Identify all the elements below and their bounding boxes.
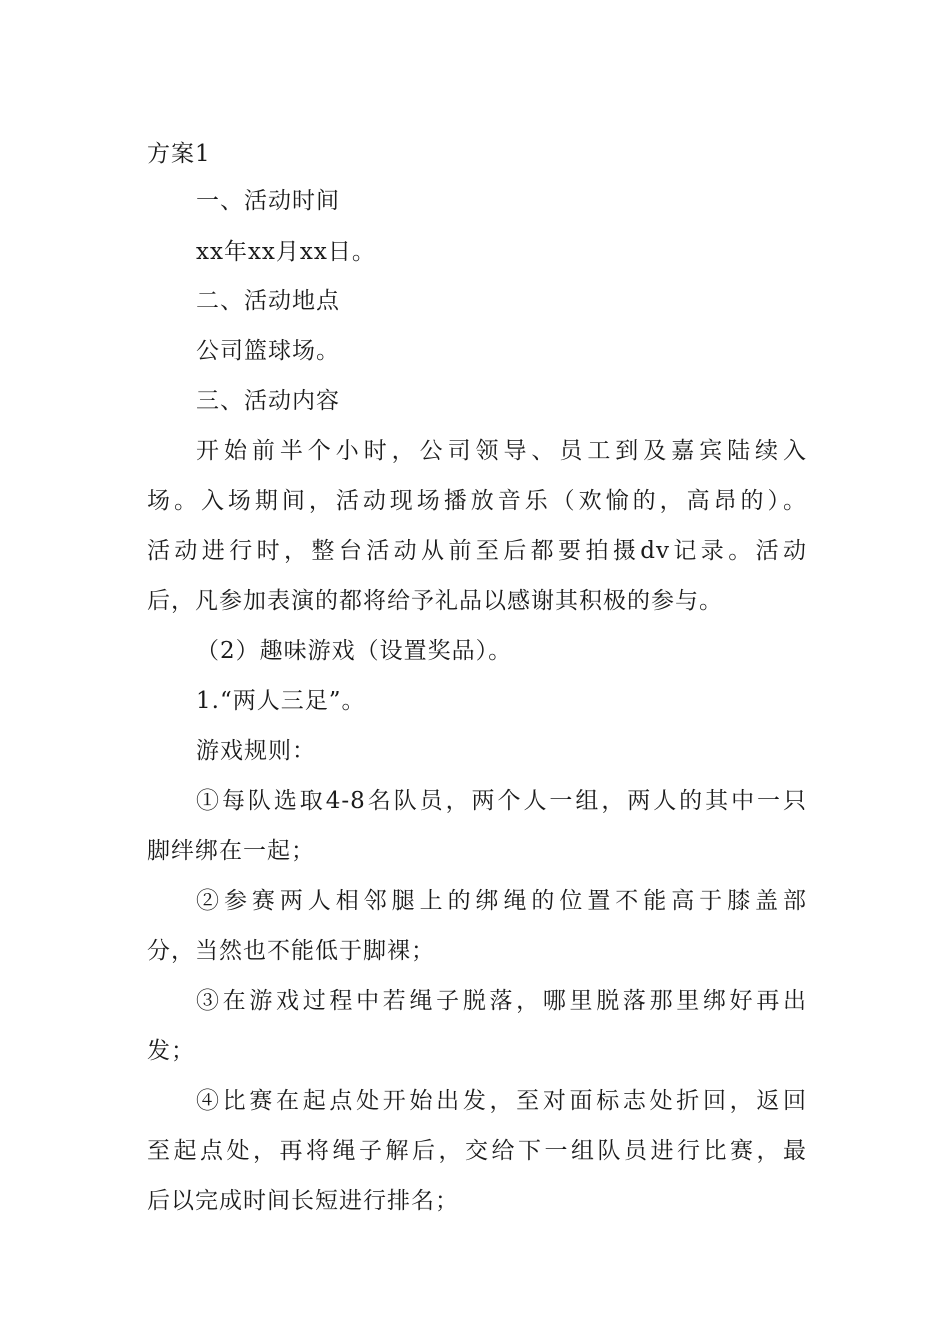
- paragraph-line: 后，凡参加表演的都将给予礼品以感谢其积极的参与。: [147, 588, 723, 614]
- rule-item-1-cont: 脚绊绑在一起；: [147, 838, 315, 864]
- paragraph-line: 活动进行时，整台活动从前至后都要拍摄dv记录。活动: [147, 538, 807, 564]
- paragraph-line: 开始前半个小时，公司领导、员工到及嘉宾陆续入: [196, 438, 807, 464]
- section-heading-time: 一、活动时间: [196, 188, 340, 214]
- rule-item-4: ④比赛在起点处开始出发，至对面标志处折回，返回: [196, 1088, 807, 1114]
- rule-item-3-cont: 发；: [147, 1038, 195, 1064]
- subsection-heading: （2）趣味游戏（设置奖品）。: [196, 638, 513, 664]
- rule-item-4-cont: 后以完成时间长短进行排名；: [147, 1188, 459, 1214]
- game-title: 1.“两人三足”。: [196, 688, 366, 714]
- rule-item-1: ①每队选取4-8名队员，两个人一组，两人的其中一只: [196, 788, 807, 814]
- rules-heading: 游戏规则：: [196, 738, 316, 764]
- document-title: 方案1: [147, 141, 211, 167]
- paragraph-line: 场。入场期间，活动现场播放音乐（欢愉的，高昂的）。: [147, 488, 807, 514]
- paragraph-line: 公司篮球场。: [196, 338, 340, 364]
- rule-item-2-cont: 分，当然也不能低于脚裸；: [147, 938, 435, 964]
- rule-item-3: ③在游戏过程中若绳子脱落，哪里脱落那里绑好再出: [196, 988, 807, 1014]
- paragraph-line: xx年xx月xx日。: [196, 239, 376, 265]
- rule-item-4-cont: 至起点处，再将绳子解后，交给下一组队员进行比赛，最: [147, 1138, 807, 1164]
- section-heading-content: 三、活动内容: [196, 388, 340, 414]
- rule-item-2: ②参赛两人相邻腿上的绑绳的位置不能高于膝盖部: [196, 888, 807, 914]
- section-heading-location: 二、活动地点: [196, 288, 340, 314]
